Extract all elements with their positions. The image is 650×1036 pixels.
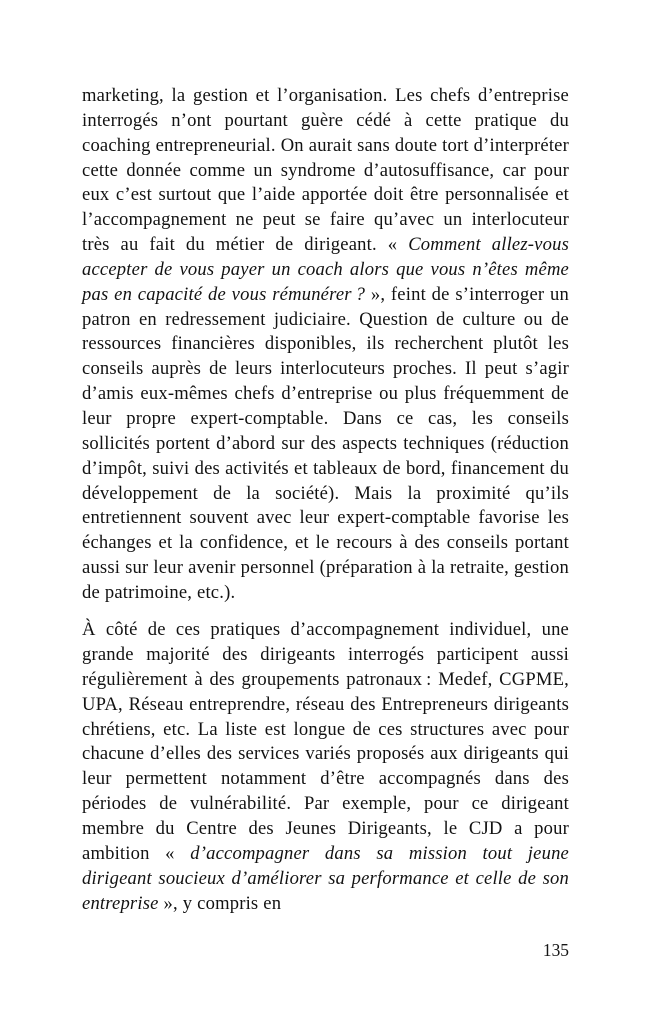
body-text-run: À côté de ces pratiques d’accompagnement individuel, une grande majorité des dirigeants interrogés participent aussi régulièrement à des groupements patronaux : Medef, CGPME, UPA, Réseau entreprendre, réseau des Entrepreneurs dirigeants chrétiens, etc. La liste est longue de ces structures avec pour chacune d’elles des services variés proposés aux dirigeants qui leur permettent notamment d’être accompagnés dans des périodes de vulnérabilité. Par exemple, pour ce dirigeant membre du Centre des Jeunes Dirigeants, le CJD a pour ambition « [82, 619, 569, 864]
body-text-run: marketing, la gestion et l’organisation. Les chefs d’entreprise interrogés n’ont pourtant guère cédé à cette pratique du coaching entrepreneurial. On aurait sans doute tort d’interpréter cette donnée comme un syndrome d’autosuffisance, car pour eux c’est surtout que l’aide apportée doit être personnalisée et l’accompagnement ne peut se faire qu’avec un interlocuteur très au fait du métier de dirigeant. « [82, 85, 569, 256]
body-paragraph [82, 84, 569, 606]
quoted-italic-passage: d’accompagner dans sa mission tout jeune dirigeant soucieux d’améliorer sa performance et celle de son entreprise [82, 842, 569, 914]
body-paragraph [82, 618, 569, 916]
page-number: 135 [542, 940, 569, 960]
body-text-run: », feint de s’interroger un patron en redressement judiciaire. Question de culture ou de ressources financières disponibles, ils recherchent plutôt les conseils auprès de leurs interlocuteurs proches. Il peut s’agir d’amis eux-mêmes chefs d’entreprise ou plus fréquemment de leur propre expert-comptable. Dans ce cas, les conseils sollicités portent d’abord sur des aspects techniques (réduction d’impôt, suivi des activités et tableaux de bord, financement du développement de la société). Mais la proximité qu’ils entretiennent souvent avec leur expert-comptable favorise les échanges et la confidence, et le recours à des conseils portant aussi sur leur avenir personnel (préparation à la retraite, gestion de patrimoine, etc.). [82, 283, 569, 603]
quoted-italic-passage: Comment allez-vous accepter de vous payer un coach alors que vous n’êtes même pas en capacité de vous rémunérer ? [82, 234, 569, 305]
text-column [82, 84, 569, 916]
body-text-run: », y compris en [158, 892, 282, 914]
